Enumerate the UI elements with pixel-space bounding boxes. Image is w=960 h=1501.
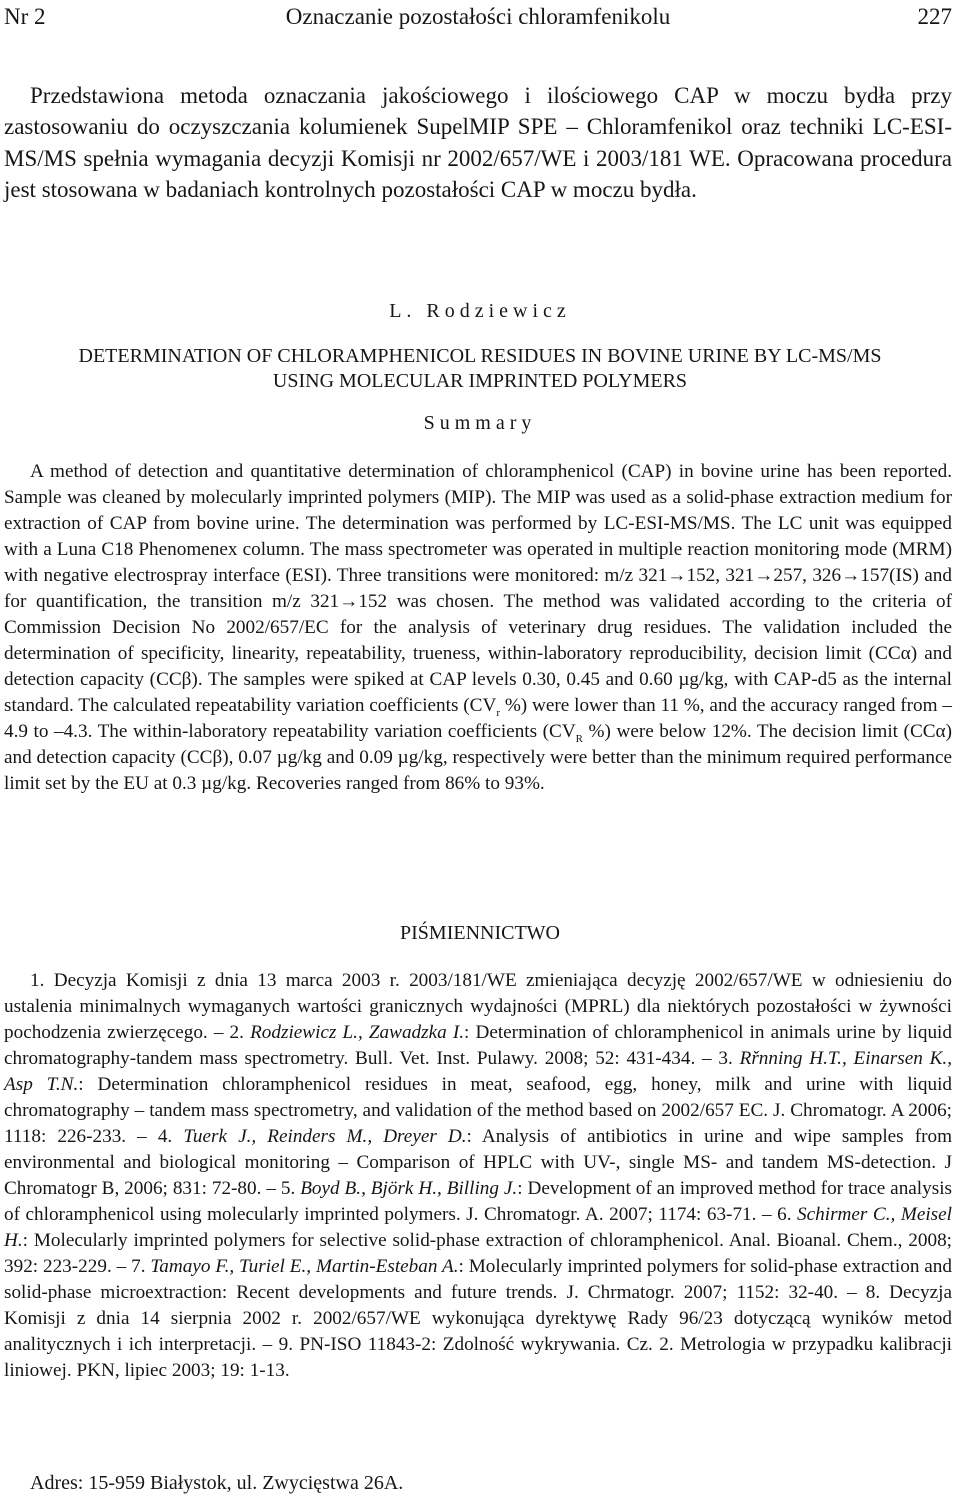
summary-text-1: A method of detection and quantitative determination of chloramphenicol (CAP) in bovine urine has been reported. Sample was cleaned by molecularly imprinted polymers (MIP). The MIP was used as a solid-phase extraction medium for extraction of CAP from bovine urine. The determination was performed by LC-ESI-MS/MS. The LC unit was equipped with a Luna C18 Phenomenex column. The mass spectrometer was operated in multiple reaction monitoring mode (MRM) with negative electrospray interface (ESI). Three transitions were monitored: m/z 321→152, 321→257, 326→157(IS) and for quantification, the transition m/z 321→152 was chosen. The method was validated according to the criteria of Commission Decision No 2002/657/EC for the analysis of veterinary drug residues. The validation included the determination of specificity, linearity, repeatability, trueness, within-laboratory reproducibility, decision limit (CCα) and detection capacity (CCβ). The samples were spiked at CAP levels 0.30, 0.45 and 0.60 µg/kg, with CAP-d5 as the internal standard. The calculated repeatability variation coefficients (CV bbox=[4, 461, 952, 716]
ref-text-3: : Determination chloramphenicol residues in meat, seafood, egg, honey, milk and urine with liquid chromatography – tandem mass spectrometry, and validation of the method based on 2002/657 EC. J. Chromatogr. A 2006; 1118: 226-233. – 4. bbox=[4, 1074, 952, 1147]
ref-text-5: : Development of an improved method for trace analysis of chloramphenicol using molecularly imprinted polymers. J. Chromatogr. A. 2007; 1174: 63-71. – 6. bbox=[4, 1178, 952, 1225]
ref-authors-5: Boyd B., Björk H., Billing J. bbox=[300, 1178, 518, 1199]
subscript-R: R bbox=[575, 732, 584, 745]
summary-heading: Summary bbox=[423, 412, 537, 434]
page-number: 227 bbox=[917, 4, 952, 29]
ref-text-4: : Analysis of antibiotics in urine and wipe samples from environmental and biological monitoring – Comparison of HPLC with UV-, single MS- and tandem MS-detection. J Chromatogr B, 2006; 831: 72-80. – 5. bbox=[4, 1126, 952, 1199]
summary-text-2: %) were lower than 11 %, and the accuracy ranged from –4.9 to –4.3. The within-laboratory repeatability variation coefficients (CV bbox=[4, 695, 952, 742]
ref-authors-3: Rřnning H.T., Einarsen K., Asp T.N. bbox=[4, 1048, 952, 1095]
english-title bbox=[0, 344, 960, 394]
summary-text-3: %) were below 12%. The decision limit (CCα) and detection capacity (CCβ), 0.07 µg/kg and 0.09 µg/kg, respectively were better than the minimum required performance limit set by the EU at 0.3 µg/kg. Recoveries ranged from 86% to 93%. bbox=[4, 721, 952, 794]
english-title-line-2: USING MOLECULAR IMPRINTED POLYMERS bbox=[272, 370, 688, 392]
ref-authors-6: Schirmer C., Meisel H. bbox=[4, 1204, 952, 1251]
references-heading: PIŚMIENNICTWO bbox=[400, 922, 560, 944]
references-list bbox=[4, 968, 952, 1384]
page-header bbox=[4, 2, 952, 32]
english-title-line-1: DETERMINATION OF CHLORAMPHENICOL RESIDUES IN BOVINE URINE BY LC-MS/MS bbox=[78, 345, 882, 367]
subscript-r: r bbox=[496, 706, 500, 719]
ref-authors-4: Tuerk J., Reinders M., Dreyer D. bbox=[183, 1126, 467, 1147]
ref-authors-2: Rodziewicz L., Zawadzka I. bbox=[250, 1022, 465, 1043]
ref-authors-7: Tamayo F., Turiel E., Martin-Esteban A. bbox=[150, 1256, 459, 1277]
running-title: Oznaczanie pozostałości chloramfenikolu bbox=[285, 4, 671, 29]
ref-text-7: : Molecularly imprinted polymers for solid-phase extraction and solid-phase microextraction: Recent developments and future trends. J. Chrmatogr. 2007; 1152: 32-40. – 8. Decyzja Komisji z dnia 14 sierpnia 2002 r. 2002/657/WE wykonująca dyrektywę Rady 96/23 dotyczącą wyników metod analitycznych i ich interpretacji. – 9. PN-ISO 11843-2: Zdolność wykrywania. Cz. 2. Metrologia w przypadku kalibracji liniowej. PKN, lipiec 2003; 19: 1-13. bbox=[4, 1256, 952, 1381]
summary-paragraph bbox=[4, 459, 952, 797]
ref-text-6: : Molecularly imprinted polymers for selective solid-phase extraction of chloramphenicol. Anal. Bioanal. Chem., 2008; 392: 223-229. – 7. bbox=[4, 1230, 952, 1277]
author-address: Adres: 15-959 Białystok, ul. Zwycięstwa 26A. bbox=[30, 1472, 404, 1494]
ref-text-1: 1. Decyzja Komisji z dnia 13 marca 2003 r. 2003/181/WE zmieniająca decyzję 2002/657/WE w odniesieniu do ustalenia minimalnych wymaganych wartości granicznych wydajności (MPRL) dla niektórych pozostałości w żywności pochodzenia zwierzęcego. – 2. bbox=[4, 970, 952, 1043]
conclusion-paragraph: Przedstawiona metoda oznaczania jakościowego i ilościowego CAP w moczu bydła przy zastosowaniu do oczyszczania kolumienek SupelMIP SPE – Chloramfenikol oraz techniki LC-ESI-MS/MS spełnia wymagania decyzji Komisji nr 2002/657/WE i 2003/181 WE. Opracowana procedura jest stosowana w badaniach kontrolnych pozostałości CAP w moczu bydła. bbox=[4, 83, 952, 203]
ref-text-2: : Determination of chloramphenicol in animals urine by liquid chromatography-tandem mass spectrometry. Bull. Vet. Inst. Pulawy. 2008; 52: 431-434. – 3. bbox=[4, 1022, 952, 1069]
author-name: L. Rodziewicz bbox=[389, 300, 571, 322]
journal-issue: Nr 2 bbox=[4, 4, 46, 29]
